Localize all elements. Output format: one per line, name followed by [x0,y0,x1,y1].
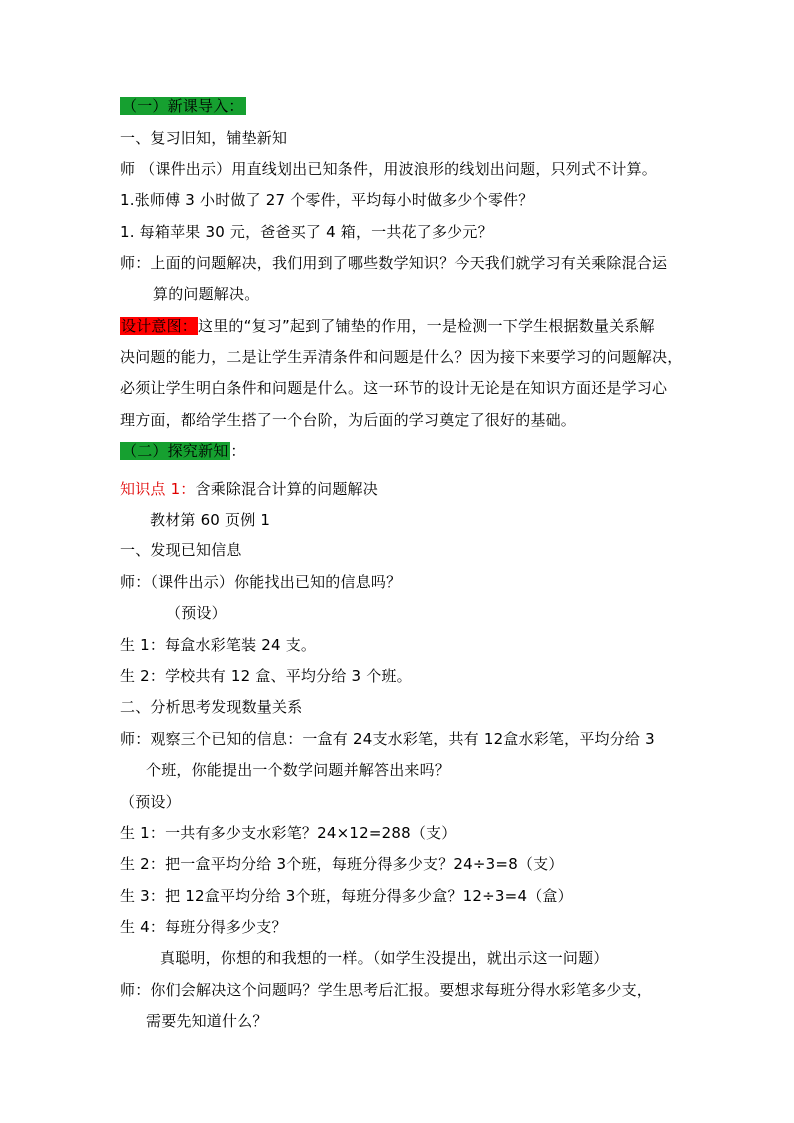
answer-4: 生 4：每班分得多少支？ [120,918,287,936]
praise-line: 真聪明，你想的和我想的一样。（如学生没提出，就出示这一问题） [160,949,609,967]
s1-line1: 师 （课件出示）用直线划出已知条件，用波浪形的线划出问题，只列式不计算。 [120,160,657,178]
answer-1: 生 1：一共有多少支水彩笔？24×12=288（支） [120,824,457,842]
s1-line2: 1.张师傅 3 小时做了 27 个零件，平均每小时做多少个零件？ [120,191,534,209]
answer-2: 生 2：把一盒平均分给 3个班，每班分得多少支？24÷3=8（支） [120,855,564,873]
s1-title: 一、复习旧知，铺垫新知 [120,129,288,147]
final-question-b: 需要先知道什么？ [146,1012,268,1030]
section2-heading-line [120,441,246,461]
section1-heading-line [120,96,246,116]
textbook-ref: 教材第 60 页例 1 [150,511,271,529]
design-label: 设计意图： [121,317,198,335]
s2-question2a: 师：观察三个已知的信息：一盒有 24支水彩笔，共有 12盒水彩笔，平均分给 3 [120,730,655,748]
design-line3: 必须让学生明白条件和问题是什么。这一环节的设计无论是在知识方面还是学习心 [120,379,668,397]
section2-heading: （二）探究新知 [122,442,229,460]
preset-2: （预设） [120,793,181,811]
knowledge-point-label: 知识点 1： [120,480,196,498]
knowledge-point-text: 含乘除混合计算的问题解决 [195,480,378,498]
design-line4: 理方面，都给学生搭了一个台阶，为后面的学习奠定了很好的基础。 [120,411,577,429]
design-line1: 这里的“复习”起到了铺垫的作用，一是检测一下学生根据数量关系解 [198,317,655,335]
design-line2: 决问题的能力，二是让学生弄清条件和问题是什么？因为接下来要学习的问题解决， [120,348,683,366]
student-2: 生 2：学校共有 12 盒、平均分给 3 个班。 [120,667,412,685]
s2-question2b: 个班，你能提出一个数学问题并解答出来吗？ [146,761,451,779]
s1-line3: 1. 每箱苹果 30 元，爸爸买了 4 箱，一共花了多少元？ [120,223,493,241]
knowledge-point-line [120,479,378,499]
s2-title2: 二、分析思考发现数量关系 [120,698,303,716]
final-question-a: 师：你们会解决这个问题吗？学生思考后汇报。要想求每班分得水彩笔多少支， [120,981,653,999]
s2-question1: 师：（课件出示）你能找出已知的信息吗？ [120,573,402,591]
section1-heading: （一）新课导入： [122,97,244,115]
preset-1: （预设） [166,604,227,622]
s1-line4b: 算的问题解决。 [153,285,260,303]
s1-line4a: 师：上面的问题解决，我们用到了哪些数学知识？今天我们就学习有关乘除混合运 [120,254,668,272]
student-1: 生 1：每盒水彩笔装 24 支。 [120,636,317,654]
section2-colon: ： [230,442,246,460]
design-line1-wrap [120,316,655,336]
answer-3: 生 3：把 12盒平均分给 3个班，每班分得多少盒？12÷3=4（盒） [120,887,573,905]
s2-title1: 一、发现已知信息 [120,541,242,559]
